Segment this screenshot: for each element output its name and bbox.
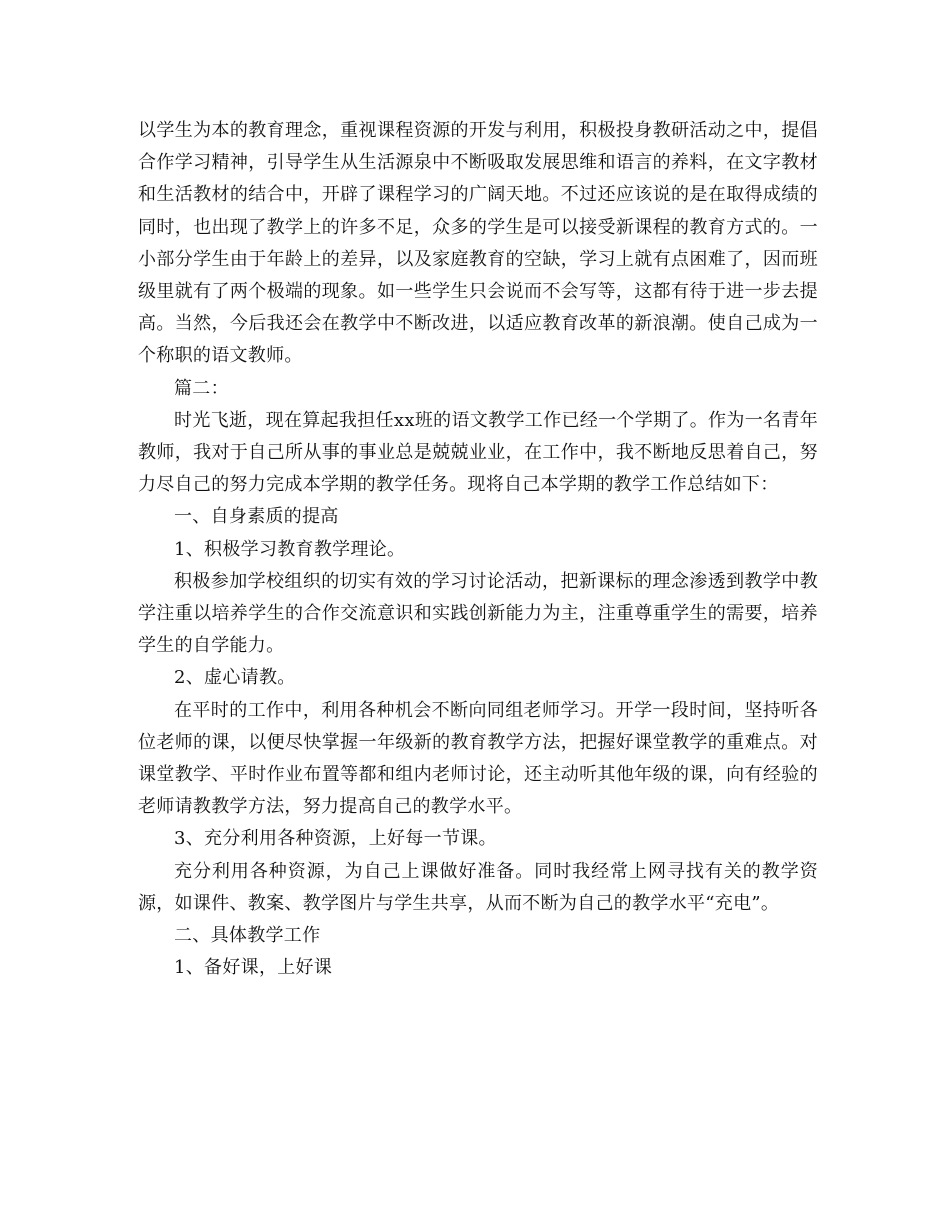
heading-teaching-work: 二、具体教学工作 bbox=[174, 925, 321, 947]
subheading-use-resources: 3、充分利用各种资源，上好每一节课。 bbox=[174, 828, 497, 850]
subheading-theory-study: 1、积极学习教育教学理论。 bbox=[174, 538, 406, 560]
paragraph-opening: 时光飞逝，现在算起我担任xx班的语文教学工作已经一个学期了。作为一名青年教师，我对于自己所从事的事业总是兢兢业业，在工作中，我不断地反思着自己，努力尽自己的努力完成本学期的教学任务。现将自己本学期的教学工作总结如下： bbox=[138, 409, 818, 496]
heading-self-quality: 一、自身素质的提高 bbox=[174, 506, 339, 528]
paragraph-intro-continuation: 以学生为本的教育理念，重视课程资源的开发与利用，积极投身教研活动之中，提倡合作学习精神，引导学生从生活源泉中不断吸取发展思维和语言的养料，在文字教材和生活教材的结合中，开辟了课程学习的广阔天地。不过还应该说的是在取得成绩的同时，也出现了教学上的许多不足，众多的学生是可以接受新课程的教育方式的。一小部分学生由于年龄上的差异，以及家庭教育的空缺，学习上就有点困难了，因而班级里就有了两个极端的现象。如一些学生只会说而不会写等，这都有待于进一步去提高。当然，今后我还会在教学中不断改进，以适应教育改革的新浪潮。使自己成为一个称职的语文教师。 bbox=[138, 120, 818, 367]
paragraph-ask-for-advice: 在平时的工作中，利用各种机会不断向同组老师学习。开学一段时间，坚持听各位老师的课，以便尽快掌握一年级新的教育教学方法，把握好课堂教学的重难点。对课堂教学、平时作业布置等都和组内老师讨论，还主动听其他年级的课，向有经验的老师请教教学方法，努力提高自己的教学水平。 bbox=[138, 699, 818, 818]
subheading-ask-for-advice: 2、虚心请教。 bbox=[174, 667, 296, 689]
subheading-prepare-lessons: 1、备好课，上好课 bbox=[174, 957, 333, 979]
paragraph-use-resources: 充分利用各种资源，为自己上课做好准备。同时我经常上网寻找有关的教学资源，如课件、教案、教学图片与学生共享，从而不断为自己的教学水平“充电”。 bbox=[138, 860, 818, 914]
document-body bbox=[138, 115, 818, 984]
paragraph-theory-study: 积极参加学校组织的切实有效的学习讨论活动，把新课标的理念渗透到教学中教学注重以培养学生的合作交流意识和实践创新能力为主，注重尊重学生的需要，培养学生的自学能力。 bbox=[138, 570, 818, 657]
section-heading-part-two: 篇二： bbox=[174, 377, 229, 399]
